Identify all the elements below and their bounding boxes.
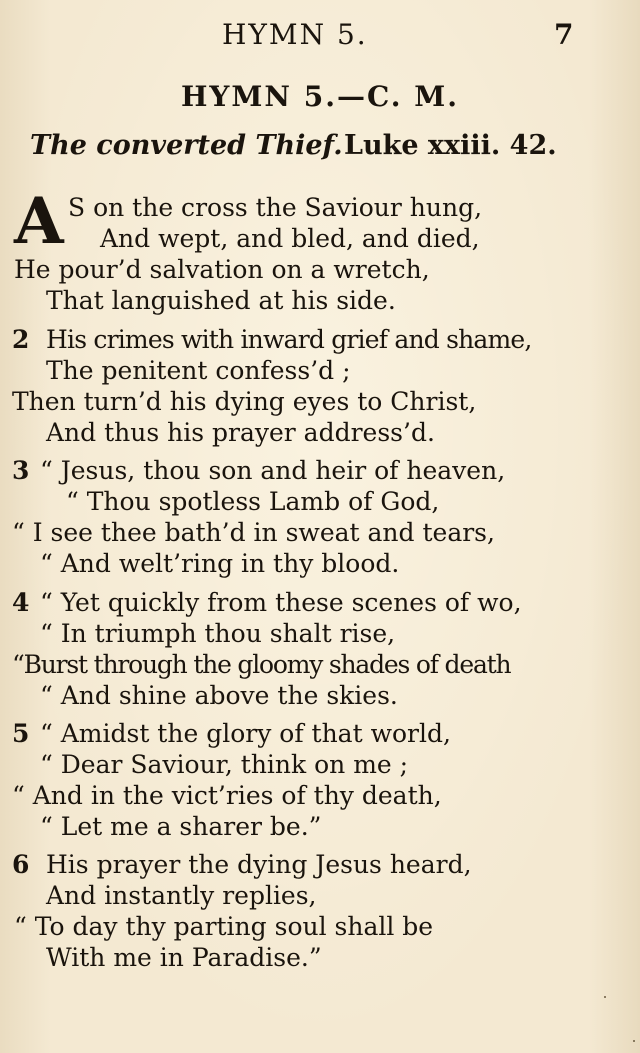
verse-line: “Burst through the gloomy shades of death bbox=[12, 650, 511, 679]
verse-line: And wept, and bled, and died, bbox=[100, 224, 480, 253]
verse-line: “ And shine above the skies. bbox=[40, 681, 398, 710]
stanza-number: 4 bbox=[12, 588, 30, 617]
stanza-number: 2 bbox=[12, 325, 30, 354]
verse-line: “ And in the vict’ries of thy death, bbox=[12, 781, 442, 810]
verse-line: “ And welt’ring in thy blood. bbox=[40, 549, 400, 578]
verse-line: “ Thou spotless Lamb of God, bbox=[66, 487, 440, 516]
verse-line: “ Let me a sharer be.” bbox=[40, 812, 322, 841]
verse-line: The penitent confess’d ; bbox=[46, 356, 351, 385]
stanza-number: 6 bbox=[12, 850, 30, 879]
verse-line: “ I see thee bath’d in sweat and tears, bbox=[12, 518, 495, 547]
verse-line: With me in Paradise.” bbox=[46, 943, 322, 972]
page-number: 7 bbox=[554, 18, 574, 51]
hymn-topic: The converted Thief. bbox=[30, 130, 343, 161]
verse-line: S on the cross the Saviour hung, bbox=[68, 193, 483, 222]
running-title: HYMN 5. bbox=[222, 18, 368, 51]
verse-line: He pour’d salvation on a wretch, bbox=[14, 255, 430, 284]
verse-line: And instantly replies, bbox=[46, 881, 317, 910]
drop-cap: A bbox=[14, 184, 64, 259]
verse-line: That languished at his side. bbox=[46, 286, 396, 315]
paper-speck bbox=[604, 996, 606, 998]
verse-line: “ Amidst the glory of that world, bbox=[40, 719, 451, 748]
verse-line: His prayer the dying Jesus heard, bbox=[46, 850, 472, 879]
stanza-number: 3 bbox=[12, 456, 30, 485]
verse-line: And thus his prayer address’d. bbox=[46, 418, 435, 447]
paper-speck bbox=[633, 1040, 635, 1042]
hymn-title: HYMN 5.—C. M. bbox=[180, 80, 460, 113]
verse-line: “ In triumph thou shalt rise, bbox=[40, 619, 396, 648]
stanza-number: 5 bbox=[12, 719, 30, 748]
verse-line: His crimes with inward grief and shame, bbox=[46, 325, 532, 354]
verse-line: “ To day thy parting soul shall be bbox=[14, 912, 434, 941]
verse-line: “ Jesus, thou son and heir of heaven, bbox=[40, 456, 506, 485]
running-head bbox=[0, 18, 640, 58]
verse-line: “ Yet quickly from these scenes of wo, bbox=[40, 588, 522, 617]
verse-line: “ Dear Saviour, think on me ; bbox=[40, 750, 409, 779]
scripture-reference: Luke xxiii. 42. bbox=[344, 130, 557, 161]
hymn-subtitle bbox=[30, 130, 610, 166]
verse-line: Then turn’d his dying eyes to Christ, bbox=[12, 387, 477, 416]
